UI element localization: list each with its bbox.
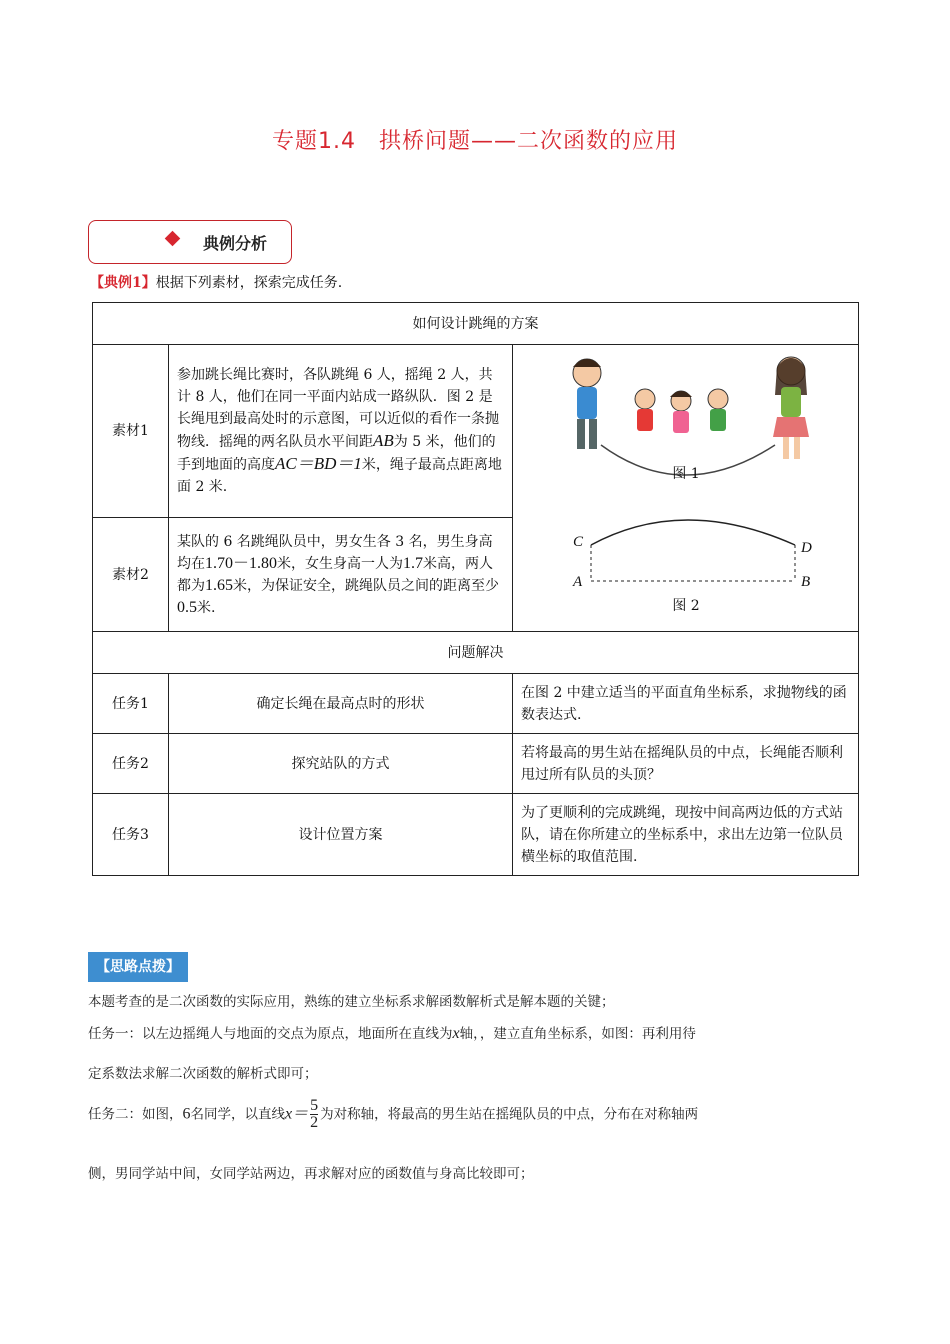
task-3-title: 设计位置方案: [169, 794, 513, 876]
section-header: [88, 220, 292, 264]
figure-1-caption: 图 1: [672, 466, 700, 482]
problem-header: 问题解决: [93, 632, 859, 674]
point-d-label: D: [801, 540, 812, 556]
material-1-label: 素材1: [93, 345, 169, 518]
hint-paragraph-1: 本题考查的是二次函数的实际应用，熟练的建立坐标系求解函数解析式是解本题的关键；: [88, 994, 615, 1010]
task-2-label: 任务2: [93, 734, 169, 794]
table-header: 如何设计跳绳的方案: [93, 303, 859, 345]
hint-paragraph-3: 定系数法求解二次函数的解析式即可；: [88, 1066, 318, 1082]
point-c-label: C: [573, 534, 584, 550]
hint-tag: 【思路点拨】: [88, 952, 188, 982]
figures-cell: [513, 345, 859, 632]
fraction-5-over-2: $\frac{5}{2}$: [310, 1097, 319, 1131]
task-1-title: 确定长绳在最高点时的形状: [169, 674, 513, 734]
task-3-desc: 为了更顺利的完成跳绳，现按中间高两边低的方式站队，请在你所建立的坐标系中，求出左边第一位队员横坐标的取值范围.: [513, 794, 859, 876]
point-b-label: B: [801, 574, 811, 590]
point-a-label: A: [573, 574, 583, 590]
material-2-label: 素材2: [93, 518, 169, 632]
material-1-text: 参加跳长绳比赛时，各队跳绳 6 人，摇绳 2 人，共计 8 人，他们在同一平面内站成一路纵队．图 2 是长绳甩到最高处时的示意图，可以近似的看作一条抛物线．摇绳的两名队员水平间距AB为 5 米，他们的手到地面的高度AC＝BD＝1米，绳子最高点距离地面 2 米.: [169, 345, 513, 518]
task-3-label: 任务3: [93, 794, 169, 876]
task-1-label: 任务1: [93, 674, 169, 734]
problem-table: [92, 302, 859, 876]
hint-paragraph-5: 侧，男同学站中间，女同学站两边，再求解对应的函数值与身高比较即可；: [88, 1166, 534, 1182]
figure-2-caption: 图 2: [672, 598, 700, 614]
example-intro: [90, 272, 342, 292]
section-label: 典例分析: [203, 234, 268, 253]
material-2-text: 某队的 6 名跳绳队员中，男女生各 3 名，男生身高均在1.70－1.80米，女生身高一人为1.7米高，两人都为1.65米，为保证安全，跳绳队员之间的距离至少0.5米.: [169, 518, 513, 632]
task-1-desc: 在图 2 中建立适当的平面直角坐标系，求抛物线的函数表达式.: [513, 674, 859, 734]
hint-paragraph-4: 任务二：如图，6名同学，以直线x＝ $\frac{5}{2}$ 为对称轴，将最高的男生站在摇绳队员的中点，分布在对称轴两: [88, 1097, 699, 1131]
example-tag: 【典例1】: [90, 275, 156, 291]
hint-paragraph-2: 任务一：以左边摇绳人与地面的交点为原点，地面所在直线为x轴，，建立直角坐标系，如图：再利用待: [88, 1025, 696, 1042]
task-2-title: 探究站队的方式: [169, 734, 513, 794]
diamond-icon: [165, 231, 181, 247]
task-2-desc: 若将最高的男生站在摇绳队员的中点，长绳能否顺利甩过所有队员的头顶？: [513, 734, 859, 794]
example-text: 根据下列素材，探索完成任务.: [155, 275, 343, 291]
page-title: 专题1.4 拱桥问题——二次函数的应用: [272, 129, 678, 154]
